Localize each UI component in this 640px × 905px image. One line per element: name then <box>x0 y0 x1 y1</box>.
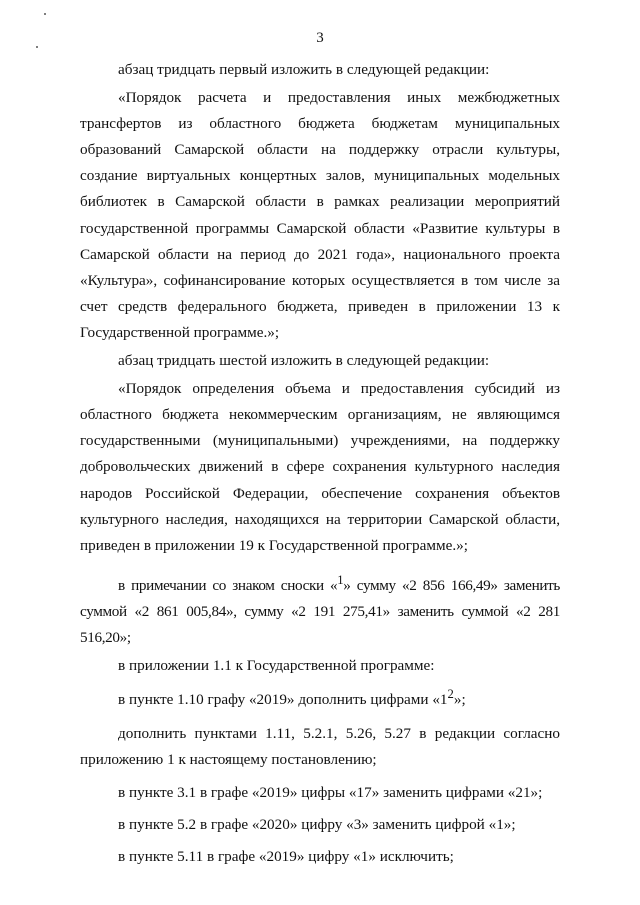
item-3-1-paragraph: в пункте 3.1 в графе «2019» цифры «17» заменить цифрами «21»; <box>118 783 543 801</box>
add-items-paragraph: дополнить пунктами 1.11, 5.2.1, 5.26, 5.27 в редакции согласно приложению 1 к настоящему постановлению; <box>80 725 560 769</box>
footnote-text-after: » сумму «2 856 166,49» заменить суммой «2 861 005,84», сумму «2 191 275,41» заменить суммой «2 281 516,20»; <box>80 576 560 647</box>
item-5-2-paragraph: в пункте 5.2 в графе «2020» цифру «3» заменить цифрой «1»; <box>118 815 516 833</box>
footnote-amounts-paragraph <box>80 567 560 651</box>
paragraph-36-text: «Порядок определения объема и предоставления субсидий из областного бюджета некоммерческим организациям, не являющимся государственными (муниципальными) учреждениями, на поддержку добровольческих движений в сфере сохранения культурного наследия народов Российской Федерации, обеспечение сохранения объектов культурного наследия, находящихся на территории Самарской области, приведен в приложении 19 к Государственной программе.»; <box>80 380 560 554</box>
item-5-11-paragraph: в пункте 5.11 в графе «2019» цифру «1» исключить; <box>118 847 454 865</box>
paragraph-31-intro: абзац тридцать первый изложить в следующей редакции: <box>118 61 490 78</box>
document-body <box>80 57 560 870</box>
item-1-10-text-after: »; <box>453 691 466 709</box>
paragraph-36-intro: абзац тридцать шестой изложить в следующей редакции: <box>118 352 490 370</box>
footnote-mark: 1 <box>337 572 344 587</box>
paragraph-31-text: «Порядок расчета и предоставления иных межбюджетных трансфертов из областного бюджета бюджетам муниципальных образований Самарской области на поддержку отрасли культуры, создание виртуальных концертных залов, муниципальных модельных библиотек в Самарской области в рамках реализации мероприятий государственной программы Самарской области «Развитие культуры в Самарской области на период до 2021 года», национального проекта «Культура», софинансирование которых осуществляется в том числе за счет средств федерального бюджета, приведен в приложении 13 к Государственной программе.»; <box>80 89 560 341</box>
page-number: 3 <box>316 30 324 46</box>
footnote-text-before: в примечании со знаком сноски « <box>118 576 338 594</box>
annex-1-1-paragraph: в приложении 1.1 к Государственной программе: <box>118 657 435 675</box>
item-1-10-text-before: в пункте 1.10 графу «2019» дополнить цифрами «1 <box>118 691 448 709</box>
item-1-10-paragraph <box>80 681 560 713</box>
item-1-10-footnote-mark: 2 <box>447 687 454 702</box>
scan-speck <box>44 13 46 15</box>
